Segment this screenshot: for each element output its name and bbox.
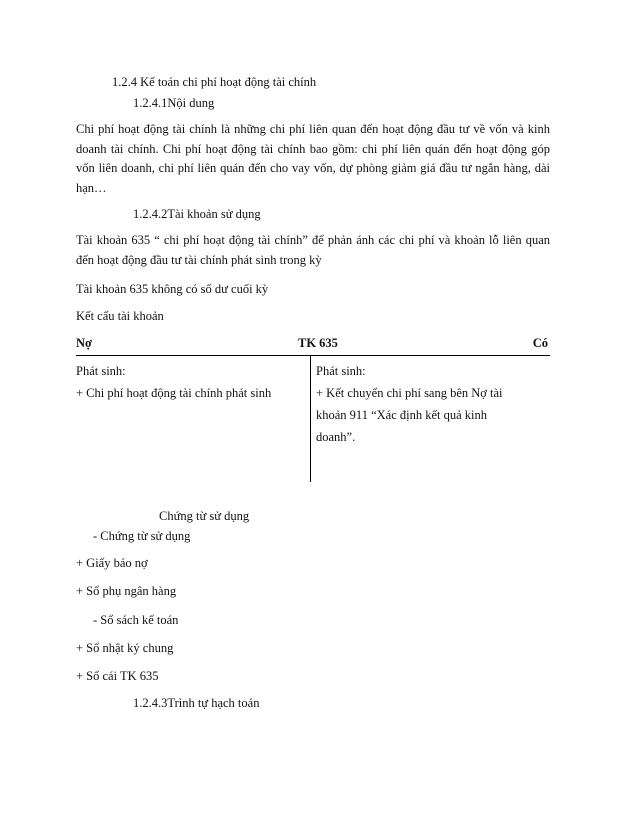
list-item: - Sổ sách kế toán — [93, 613, 179, 627]
debit-line-1: Phát sinh: — [76, 364, 126, 378]
debit-line-2: + Chi phí hoạt động tài chính phát sinh — [76, 386, 272, 400]
subsection-heading-noi-dung: 1.2.4.1Nội dung — [133, 96, 215, 110]
list-item: + Sổ cái TK 635 — [76, 669, 159, 683]
subsection-heading-trinh-tu: 1.2.4.3Trình tự hạch toán — [133, 696, 260, 710]
list-item: + Giấy báo nợ — [76, 556, 148, 570]
section-heading-1-2-4: 1.2.4 Kế toán chi phí hoạt động tài chính — [112, 75, 317, 89]
credit-line-2: + Kết chuyển chi phí sang bên Nợ tài — [316, 386, 503, 400]
chung-tu-title: Chứng từ sử dụng — [159, 509, 250, 523]
list-item: - Chứng từ sử dụng — [93, 529, 191, 543]
debit-label: Nợ — [76, 336, 92, 350]
subsection-heading-tai-khoan: 1.2.4.2Tài khoản sử dụng — [133, 207, 261, 221]
t-account-divider — [310, 356, 311, 482]
credit-line-3: khoản 911 “Xác định kết quả kinh — [316, 408, 488, 422]
credit-column — [316, 360, 503, 448]
credit-line-4: doanh”. — [316, 430, 356, 444]
t-account-header — [76, 330, 550, 356]
paragraph-tai-khoan: Tài khoản 635 “ chi phí hoạt động tài chính” để phản ánh các chi phí và khoản lỗ liên quan đến hoạt động đầu tư tài chính phát sinh trong kỳ — [76, 233, 550, 267]
debit-column — [76, 360, 271, 404]
account-label: TK 635 — [298, 336, 338, 350]
credit-line-1: Phát sinh: — [316, 364, 366, 378]
list-item: + Sổ phụ ngân hàng — [76, 584, 177, 598]
list-item: + Sổ nhật ký chung — [76, 641, 174, 655]
ket-cau-label: Kết cấu tài khoản — [76, 309, 164, 323]
credit-label: Có — [532, 336, 548, 350]
paragraph-noi-dung: Chi phí hoạt động tài chính là những chi phí liên quan đến hoạt động đầu tư về vốn và kinh doanh tài chính. Chi phí hoạt động tài chính bao gồm: chi phí liên quán đến hoạt động góp vốn liên doanh, chi phí liên quán đến cho vay vốn, dự phòng giảm giá đầu tư ngắn hàng, dài hạn… — [76, 122, 550, 195]
paragraph-so-du: Tài khoản 635 không có số dư cuối kỳ — [76, 282, 269, 296]
